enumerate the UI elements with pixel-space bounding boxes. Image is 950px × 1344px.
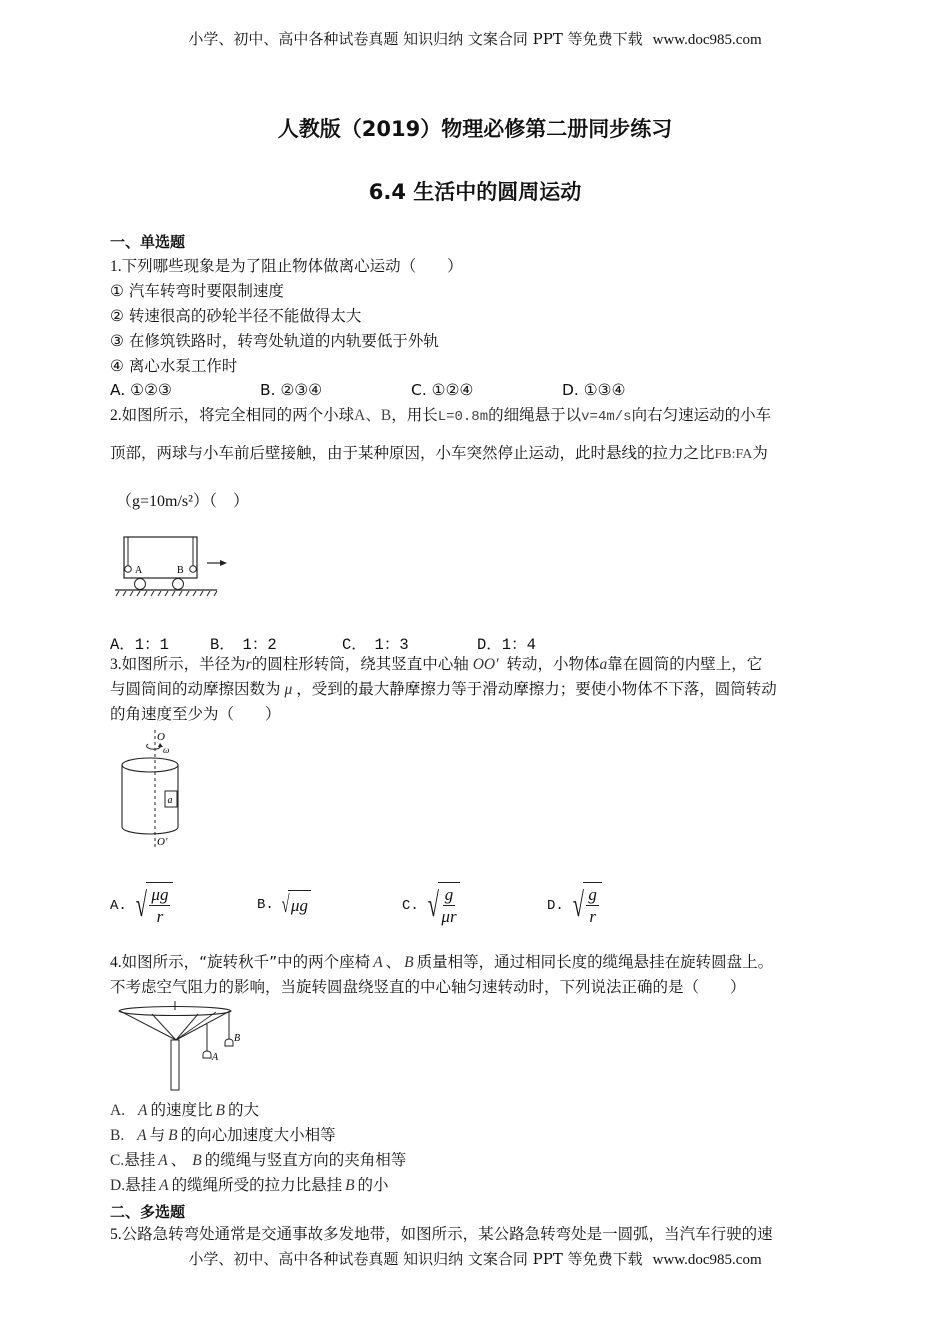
force-ratio: FB:FA [714,447,753,462]
question-4-option-a[interactable] [110,1100,259,1121]
question-4-stem-line-2: 不考虑空气阻力的影响，当旋转圆盘绕竖直的中心轴匀速转动时，下列说法正确的是（ ） [110,978,746,996]
question-2-stem-line-2 [110,443,768,465]
cylinder-figure [110,728,190,850]
question-3-stem-line-2 [110,679,777,700]
symbol: B [345,1177,355,1194]
sqrt-expression: √ μg [279,890,311,920]
text: 的小 [357,1176,389,1194]
text: 靠在圆筒的内壁上，它 [607,655,763,673]
svg-text:O′: O′ [157,836,168,848]
text: 、 [170,1151,187,1169]
option-b[interactable]: B. ②③④ [260,381,323,399]
text: 与圆筒间的动摩擦因数为 [110,680,281,698]
option-a[interactable]: A. ①②③ [110,381,172,399]
mu-symbol: μ [284,681,293,698]
option-letter: B. [110,1127,125,1144]
text: 的缆绳所受的拉力比悬挂 [171,1176,343,1194]
denominator: r [589,907,596,926]
question-4-option-b[interactable] [110,1125,336,1146]
option-a[interactable]: A．1：1 [110,636,169,654]
question-4-stem-line-1 [110,952,773,973]
svg-text:A: A [212,1052,219,1063]
question-2-stem-line-1 [110,405,771,427]
question-number: 1. [110,258,122,275]
numerator: g [444,885,454,904]
question-text: 公路急转弯处通常是交通事故多发地带，如图所示，某公路急转弯处是一圆弧，当汽车行驶的速 [121,1225,773,1243]
axis-symbol: OO′ [472,656,499,673]
text: 质量相等，通过相同长度的缆绳悬挂在旋转圆盘上。 [416,953,774,971]
footer-banner [0,1248,950,1269]
sqrt-expression: √ $\frac{\mu g}{r}$ [132,882,174,930]
symbol: B [168,1127,178,1144]
text: 的大 [227,1101,259,1119]
svg-text:a: a [167,795,173,806]
symbol: B [215,1102,225,1119]
text: 悬挂 [124,1151,156,1169]
statement-2: ② 转速很高的砂轮半径不能做得太大 [110,307,362,325]
text: 向右匀速运动的小车 [631,406,772,424]
text: 的向心加速度大小相等 [180,1126,336,1144]
radicand: μg [288,890,311,920]
option-d[interactable] [547,882,602,930]
option-b[interactable] [257,890,311,920]
doc-title: 人教版（2019）物理必修第二册同步练习 [277,117,673,141]
text: 悬挂 [125,1176,157,1194]
svg-text:ω: ω [163,745,170,755]
header-banner-text: 小学、初中、高中各种试卷真题 知识归纳 文案合同 PPT 等免费下载 [188,30,643,48]
question-1-options [110,381,850,401]
section-heading-single-choice: 一、单选题 [110,233,186,251]
text: ，用长 [391,406,438,424]
option-b[interactable]: B． 1：2 [210,636,277,654]
option-letter: B. [257,897,274,913]
question-5-stem [110,1224,773,1245]
question-number: 3. [110,656,122,673]
section-heading-multiple-choice: 二、多选题 [110,1203,186,1221]
question-number: 5. [110,1226,122,1243]
seat-b-symbol: B [404,954,414,971]
question-3-stem-line-1 [110,654,762,675]
statement-3: ③ 在修筑铁路时，转弯处轨道的内轨要低于外轨 [110,332,439,350]
question-2-stem-line-3: （g=10m/s²）（ ） [116,493,249,510]
option-c[interactable]: C． 1：3 [342,636,409,654]
option-c[interactable]: C. ①②④ [411,381,474,399]
text: 为 [752,444,768,462]
sqrt-expression: √ $\frac{g}{\mu r}$ [424,882,460,930]
text: 的速度比 [150,1101,213,1119]
option-d[interactable]: D．1：4 [477,636,536,654]
question-4-option-c[interactable] [110,1150,406,1171]
cart-figure [112,533,232,603]
ball-b-label: B [177,565,184,576]
symbol: A [159,1177,169,1194]
doc-subtitle: 6.4 生活中的圆周运动 [368,180,582,204]
question-1-stem [110,256,463,277]
symbol: B [192,1152,202,1169]
text: 的细绳悬于以 [488,406,582,424]
question-2-options [110,632,850,652]
footer-banner-text: 小学、初中、高中各种试卷真题 知识归纳 文案合同 PPT 等免费下载 [188,1250,643,1268]
text: 如图所示，将完全相同的两个小球 [121,406,355,424]
question-3-options [110,882,850,942]
seat-a-symbol: A [373,954,383,971]
question-4-option-d[interactable] [110,1175,389,1196]
question-number: 4. [110,954,122,971]
rotating-swing-figure [112,1000,252,1095]
numerator: g [588,885,597,904]
text: 如图所示，“旋转秋千”中的两个座椅 [121,953,371,971]
statement-1: ① 汽车转弯时要限制速度 [110,282,284,300]
option-letter: A. [110,1102,126,1119]
svg-text:O: O [157,731,165,743]
option-letter: C. [402,898,419,914]
question-number: 2. [110,407,122,424]
svg-text:B: B [234,1033,241,1044]
sqrt-expression: √ $\frac{g}{r}$ [569,882,602,930]
ball-a-label: A [135,565,143,576]
symbol: A [138,1102,148,1119]
text: 转动，小物体 [506,655,600,673]
velocity-value: v=4m/s [581,409,632,425]
denominator: r [156,907,164,926]
statement-4: ④ 离心水泵工作时 [110,357,238,375]
question-text: 下列哪些现象是为了阻止物体做离心运动（ ） [121,257,463,275]
symbol: A [158,1152,168,1169]
option-letter: C. [110,1152,125,1169]
option-a[interactable] [110,882,173,930]
text: 、 [385,953,402,971]
text: 顶部，两球与小车前后壁接触，由于某种原因，小车突然停止运动，此时悬线的拉力之比 [110,444,715,462]
header-banner [0,28,950,49]
text: 的圆柱形转筒，绕其竖直中心轴 [251,655,469,673]
option-letter: A. [110,898,127,914]
text: ，受到的最大静摩擦力等于滑动摩擦力；要使小物体不下落，圆筒转动 [296,680,777,698]
text: 如图所示，半径为 [121,655,246,673]
option-letter: D. [110,1177,126,1194]
object-symbol: a [599,656,608,673]
option-c[interactable] [402,882,460,930]
question-3-stem-line-3: 的角速度至少为（ ） [110,705,281,723]
option-letter: D. [547,898,564,914]
denominator: μr [441,907,457,926]
header-banner-url[interactable]: www.doc985.com [652,32,762,48]
option-d[interactable]: D. ①③④ [562,381,626,399]
symbol: A [137,1127,147,1144]
ball-labels: A、B [354,407,392,424]
footer-banner-url[interactable]: www.doc985.com [652,1252,762,1268]
length-value: L=0.8m [437,409,489,425]
text: 与 [149,1126,166,1144]
text: 的缆绳与竖直方向的夹角相等 [204,1151,407,1169]
radius-symbol: r [245,656,252,673]
numerator: μg [151,885,169,904]
